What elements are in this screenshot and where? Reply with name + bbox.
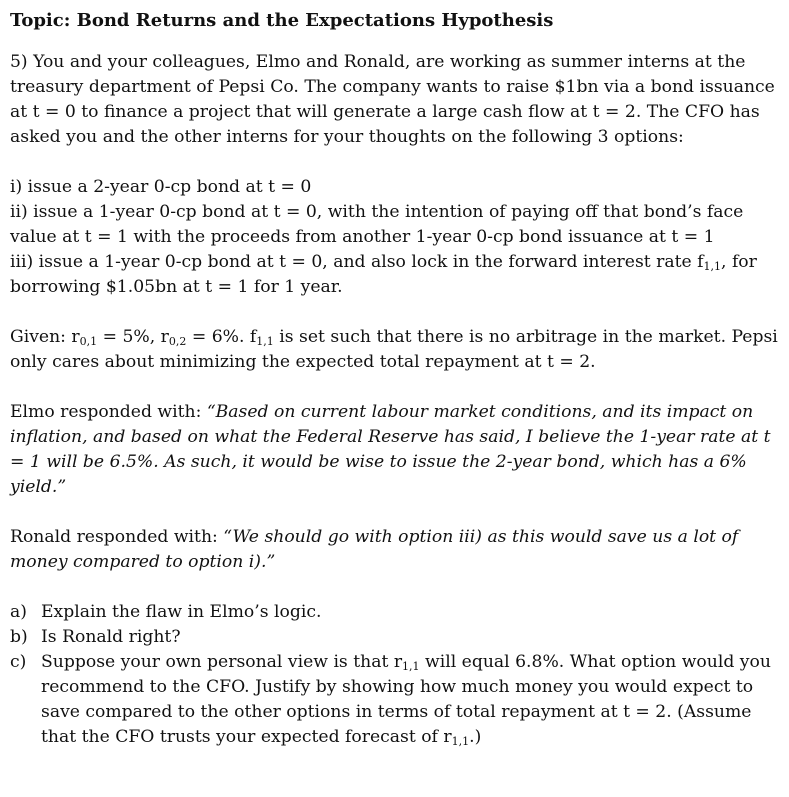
option-ii: ii) issue a 1-year 0-cp bond at t = 0, with the intention of paying off that bond’s face value at t = 1 with the proceeds from another 1-year 0-cp bond issuance at t = 1 [10, 202, 744, 247]
problem-intro: 5) You and your colleagues, Elmo and Ronald, are working as summer interns at the treasury department of Pepsi Co. The company wants to raise $1bn via a bond issuance at t = 0 to finance a project that will generate a large cash flow at t = 2. The CFO has asked you and the other interns for your thoughts on the following 3 options: [10, 52, 775, 147]
options-list [10, 175, 779, 300]
ronald-quote: “We should go with option iii) as this would save us a lot of money compared to option i).” [10, 527, 739, 572]
elmo-response: Elmo responded with: “Based on current labour market conditions, and its impact on inflation, and based on what the Federal Reserve has said, I believe the 1-year rate at t = 1 will be 6.5%. As such, it would be wise to issue the 2-year bond, which has a 6% yield.” [10, 402, 771, 497]
ronald-response: Ronald responded with: “We should go with option iii) as this would save us a lot of money compared to option i).” [10, 527, 739, 572]
elmo-quote: “Based on current labour market conditions, and its impact on inflation, and based on what the Federal Reserve has said, I believe the 1-year rate at t = 1 will be 6.5%. As such, it would be wise to issue the 2-year bond, which has a 6% yield.” [10, 402, 771, 497]
given-statement: Given: $r_{0,1} = 5\%$, $r_{0,2} = 6\%$. $f_{1,1}$ is set such that there is no arbitrage in the market. Pepsi only cares about minimizing the expected total repayment at t = 2. [10, 327, 778, 372]
question-b: b) Is Ronald right? [10, 627, 181, 647]
question-c: c) Suppose your own personal view is that $r_{1,1}$ will equal 6.8%. What option would you recommend to the CFO. Justify by showing how much money you would expect to save compared to the other options in terms of total repayment at t = 2. (Assume that the CFO trusts your expected forecast of $r_{1,1}$.) [10, 652, 771, 748]
questions-list [10, 600, 779, 750]
option-i: i) issue a 2-year 0-cp bond at t = 0 [10, 177, 312, 197]
document-title: Topic: Bond Returns and the Expectations Hypothesis [10, 10, 554, 31]
option-iii: iii) issue a 1-year 0-cp bond at t = 0, and also lock in the forward interest rate $f_{1,1}$, for borrowing $1.05bn at t = 1 for 1 year. [10, 252, 757, 297]
question-a: a) Explain the flaw in Elmo’s logic. [10, 602, 322, 622]
